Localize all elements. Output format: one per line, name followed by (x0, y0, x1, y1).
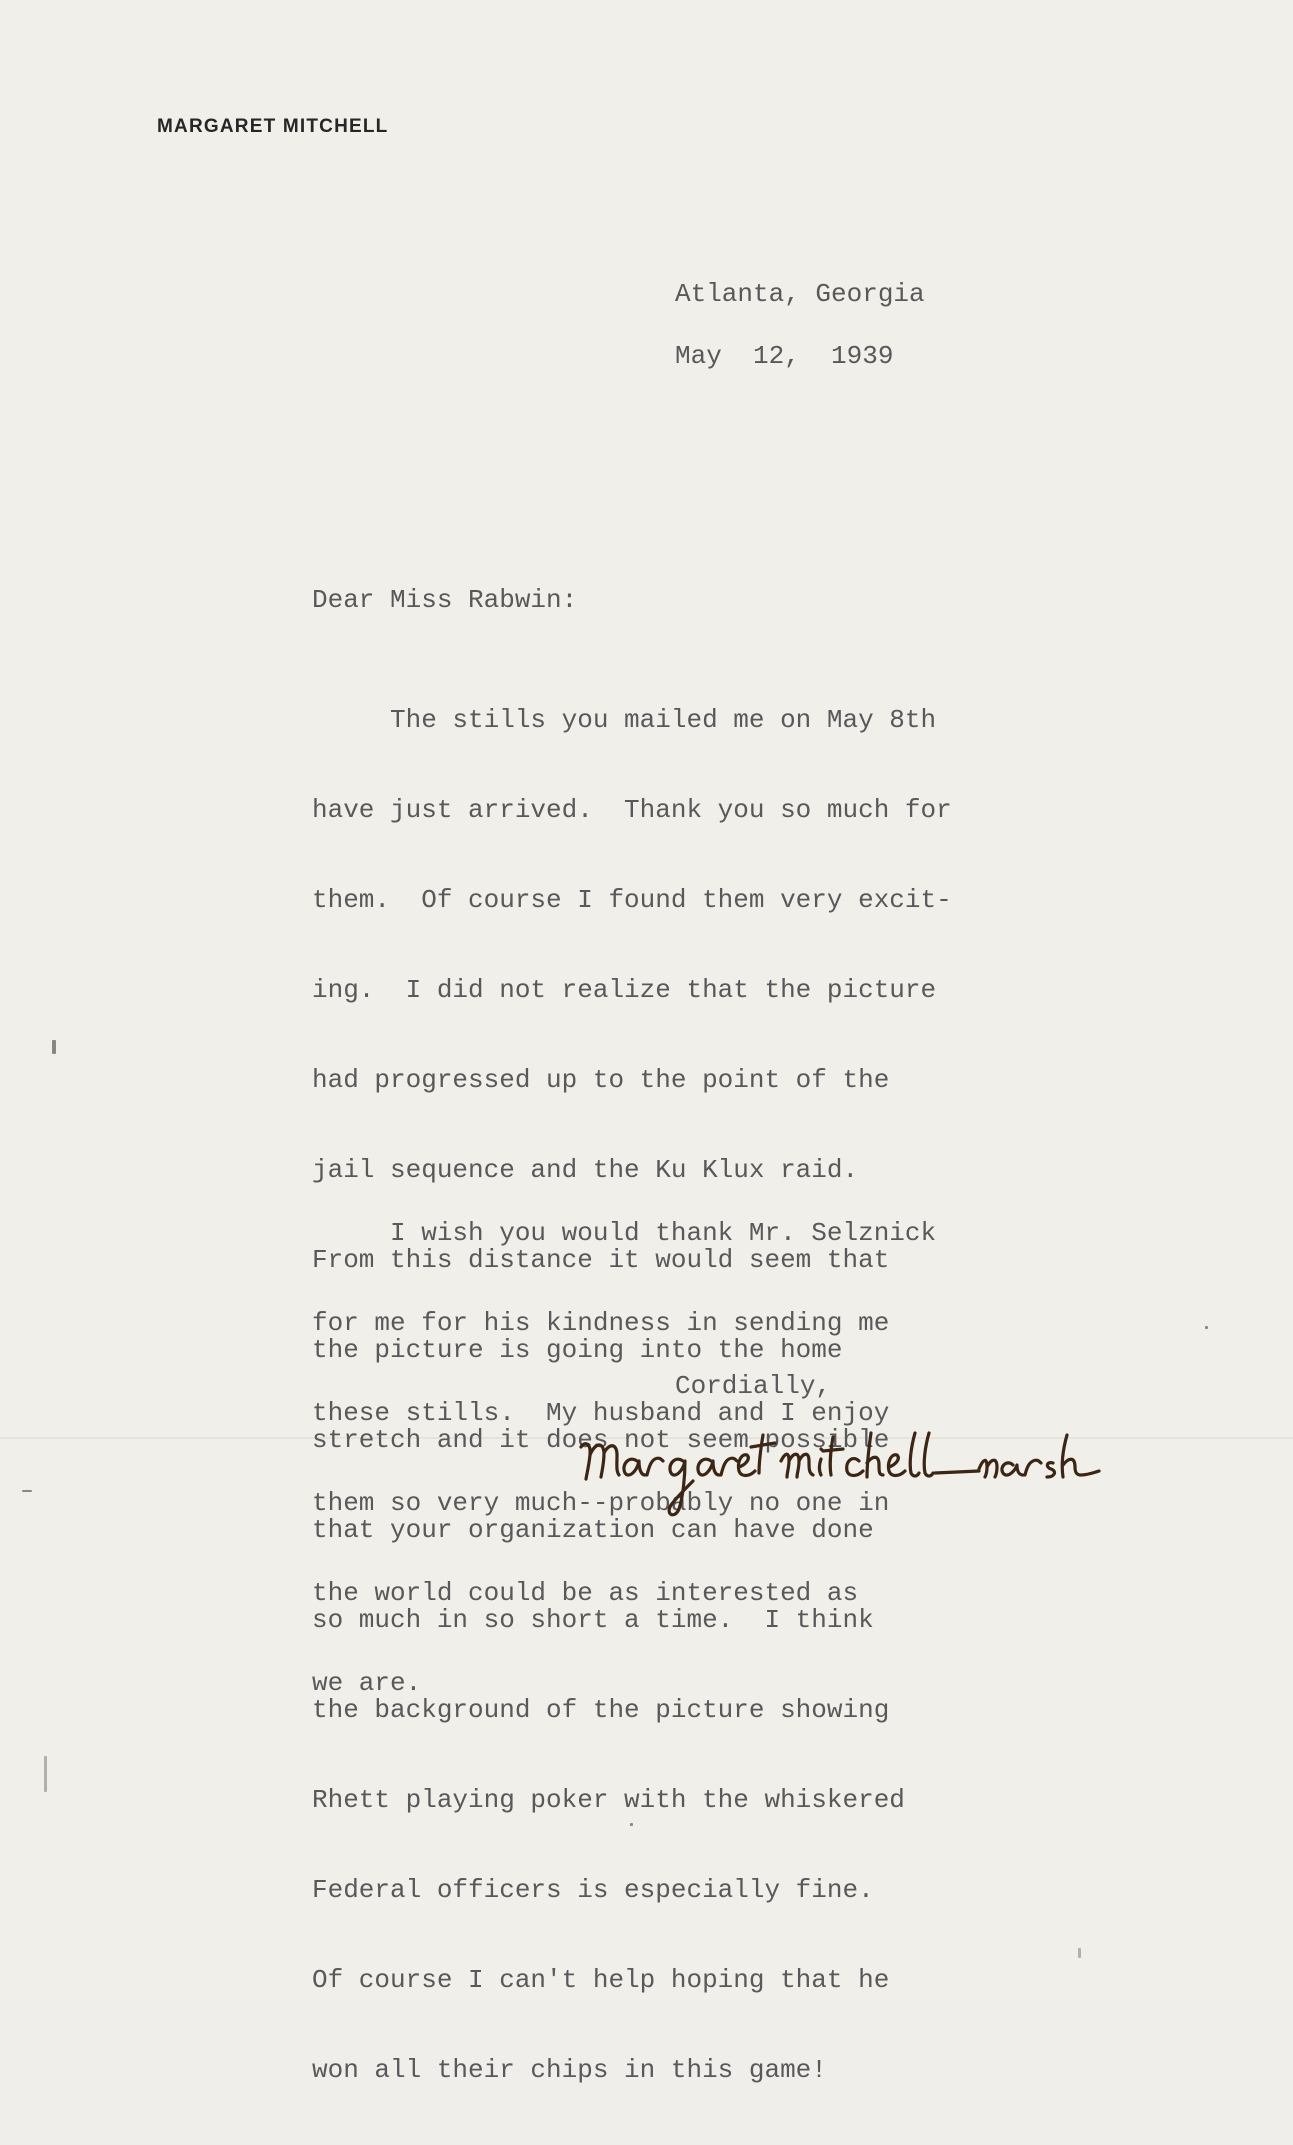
paper-mark (44, 1756, 47, 1792)
letter-date: May 12, 1939 (675, 341, 894, 371)
paper-mark (52, 1040, 56, 1054)
letterhead: MARGARET MITCHELL (157, 116, 389, 137)
body-line: Rhett playing poker with the whiskered (312, 1785, 905, 1815)
body-line: had progressed up to the point of the (312, 1065, 890, 1095)
body-line: won all their chips in this game! (312, 2055, 827, 2085)
letter-place: Atlanta, Georgia (675, 279, 925, 309)
body-line: so much in so short a time. I think (312, 1605, 874, 1635)
body-line: Of course I can't help hoping that he (312, 1965, 890, 1995)
body-line: them so very much--probably no one in (312, 1488, 890, 1518)
body-line: have just arrived. Thank you so much for (312, 795, 952, 825)
body-line: we are. (312, 1668, 422, 1698)
body-line: the background of the picture showing (312, 1695, 890, 1725)
body-line: for me for his kindness in sending me (312, 1308, 890, 1338)
body-line: the picture is going into the home (312, 1335, 843, 1365)
body-line: I wish you would thank Mr. Selznick (312, 1218, 937, 1248)
closing: Cordially, (675, 1371, 832, 1401)
handwritten-signature (575, 1425, 1120, 1525)
body-line: From this distance it would seem that (312, 1245, 890, 1275)
paper-mark (1078, 1948, 1081, 1958)
body-line: ing. I did not realize that the picture (312, 975, 937, 1005)
body-line: Federal officers is especially fine. (312, 1875, 874, 1905)
paper-mark (630, 1823, 633, 1826)
body-line: the world could be as interested as (312, 1578, 859, 1608)
body-line: jail sequence and the Ku Klux raid. (312, 1155, 859, 1185)
body-line: that your organization can have done (312, 1515, 874, 1545)
paper-mark (1205, 1326, 1208, 1329)
salutation: Dear Miss Rabwin: (312, 585, 578, 615)
body-line: them. Of course I found them very excit- (312, 885, 952, 915)
body-line: stretch and it does not seem possible (312, 1425, 890, 1455)
body-line: The stills you mailed me on May 8th (312, 705, 937, 735)
body-line: these stills. My husband and I enjoy (312, 1398, 890, 1428)
paper-mark (22, 1490, 32, 1492)
